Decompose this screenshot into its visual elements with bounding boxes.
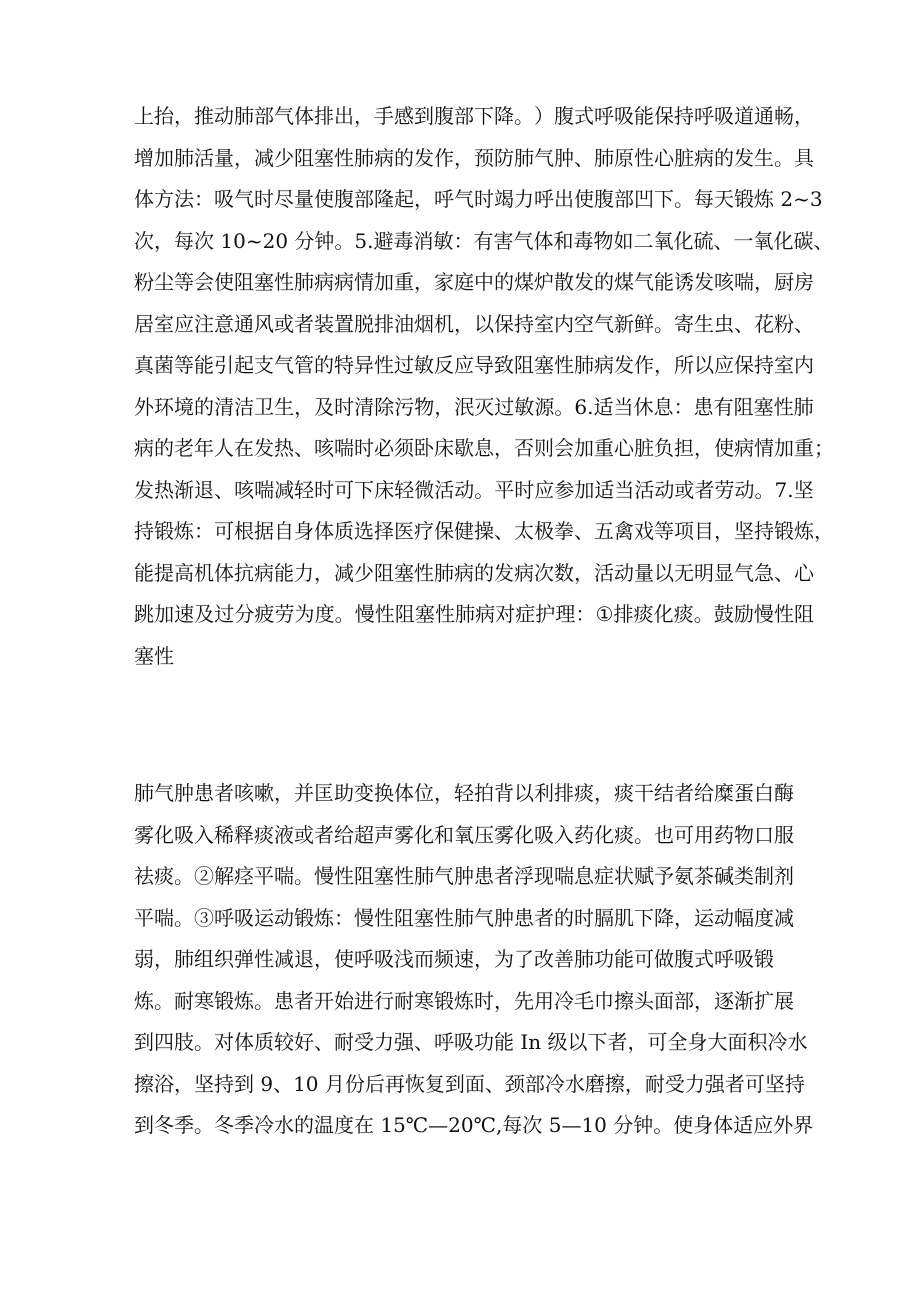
text-line: 弱，肺组织弹性减退，使呼吸浅而频速，为了改善肺功能可做腹式呼吸锻 [134, 947, 774, 971]
text-line: 次 ， 每 次 1 0 ~ 2 0 分 钟 。 5 . 避 毒 消 敏 ： 有 害 气 体 和 毒 物 如 二 氧 化 硫 、 一 氧 化 碳 、 [134, 228, 834, 253]
text-line: 到冬季。冬季冷水的温度在 15℃—20℃,每次 5—10 分钟。使身体适应外界 [134, 1113, 814, 1137]
text-line: 平喘。③呼吸运动锻炼：慢性阻塞性肺气肿患者的时膈肌下降，运动幅度减 [134, 905, 794, 930]
text-line: 到四肢。对体质较好、耐受力强、呼吸功能 In 级以下者，可全身大面积冷水 [134, 1030, 808, 1054]
text-line: 塞性 [134, 643, 174, 668]
text-line: 粉 尘 等 会 使 阻 塞 性 肺 病 病 情 加 重 ， 家 庭 中 的 煤 炉 散 发 的 煤 气 能 诱 发 咳 喘 ， 厨 房 [134, 270, 814, 294]
text-line: 能 提 高 机 体 抗 病 能 力 ， 减 少 阻 塞 性 肺 病 的 发 病 次 数 ， 活 动 量 以 无 明 显 气 急 、 心 [134, 560, 814, 585]
text-line: 肺气肿患者咳嗽，并匡助变换体位，轻拍背以利排痰，痰干结者给糜蛋白酶 [134, 781, 794, 805]
text-line: 真 菌 等 能 引 起 支 气 管 的 特 异 性 过 敏 反 应 导 致 阻 塞 性 肺 病 发 作 ， 所 以 应 保 持 室 内 [134, 353, 814, 377]
text-line: 上 抬 ， 推 动 肺 部 气 体 排 出 ， 手 感 到 腹 部 下 降 。 ） 腹 式 呼 吸 能 保 持 呼 吸 道 通 畅 ， [134, 104, 814, 128]
text-line: 炼。耐寒锻炼。患者开始进行耐寒锻炼时，先用冷毛巾擦头面部，逐渐扩展 [134, 988, 794, 1013]
text-line: 病 的 老 年 人 在 发 热 、 咳 喘 时 必 须 卧 床 歇 息 ， 否 则 会 加 重 心 脏 负 担 ， 使 病 情 加 重 ； [134, 436, 834, 460]
text-line: 持 锻 炼 ： 可 根 据 自 身 体 质 选 择 医 疗 保 健 操 、 太 极 拳 、 五 禽 戏 等 项 目 ， 坚 持 锻 炼 ， [134, 519, 834, 543]
paragraph-2 [134, 773, 814, 1147]
text-line: 居 室 应 注 意 通 风 或 者 装 置 脱 排 油 烟 机 ， 以 保 持 室 内 空 气 新 鲜 。 寄 生 虫 、 花 粉 、 [134, 311, 814, 336]
text-line: 雾化吸入稀释痰液或者给超声雾化和氧压雾化吸入药化痰。也可用药物口服 [134, 822, 794, 847]
paragraph-1 [134, 96, 834, 677]
text-line: 发 热 渐 退 、 咳 喘 减 轻 时 可 下 床 轻 微 活 动 。 平 时 应 参 加 适 当 活 动 或 者 劳 动 。 7 . 坚 [134, 477, 814, 502]
text-line: 擦浴，坚持到 9、10 月份后再恢复到面、颈部冷水磨擦，耐受力强者可坚持 [134, 1071, 805, 1096]
text-line: 跳 加 速 及 过 分 疲 劳 为 度 。 慢 性 阻 塞 性 肺 病 对 症 护 理 ： ① 排 痰 化 痰 。 鼓 励 慢 性 阻 [134, 602, 814, 626]
text-line: 祛痰。②解痉平喘。慢性阻塞性肺气肿患者浮现喘息症状赋予氨茶碱类制剂 [134, 864, 794, 888]
text-line: 增 加 肺 活 量 ， 减 少 阻 塞 性 肺 病 的 发 作 ， 预 防 肺 气 肿 、 肺 原 性 心 脏 病 的 发 生 。 具 [134, 145, 814, 170]
text-line: 体 方 法 ： 吸 气 时 尽 量 使 腹 部 隆 起 ， 呼 气 时 竭 力 呼 出 使 腹 部 凹 下 。 每 天 锻 炼 2 ~ 3 [134, 187, 823, 211]
text-line: 外 环 境 的 清 洁 卫 生 ， 及 时 清 除 污 物 ， 泯 灭 过 敏 源 。 6 . 适 当 休 息 ： 患 有 阻 塞 性 肺 [134, 394, 814, 419]
